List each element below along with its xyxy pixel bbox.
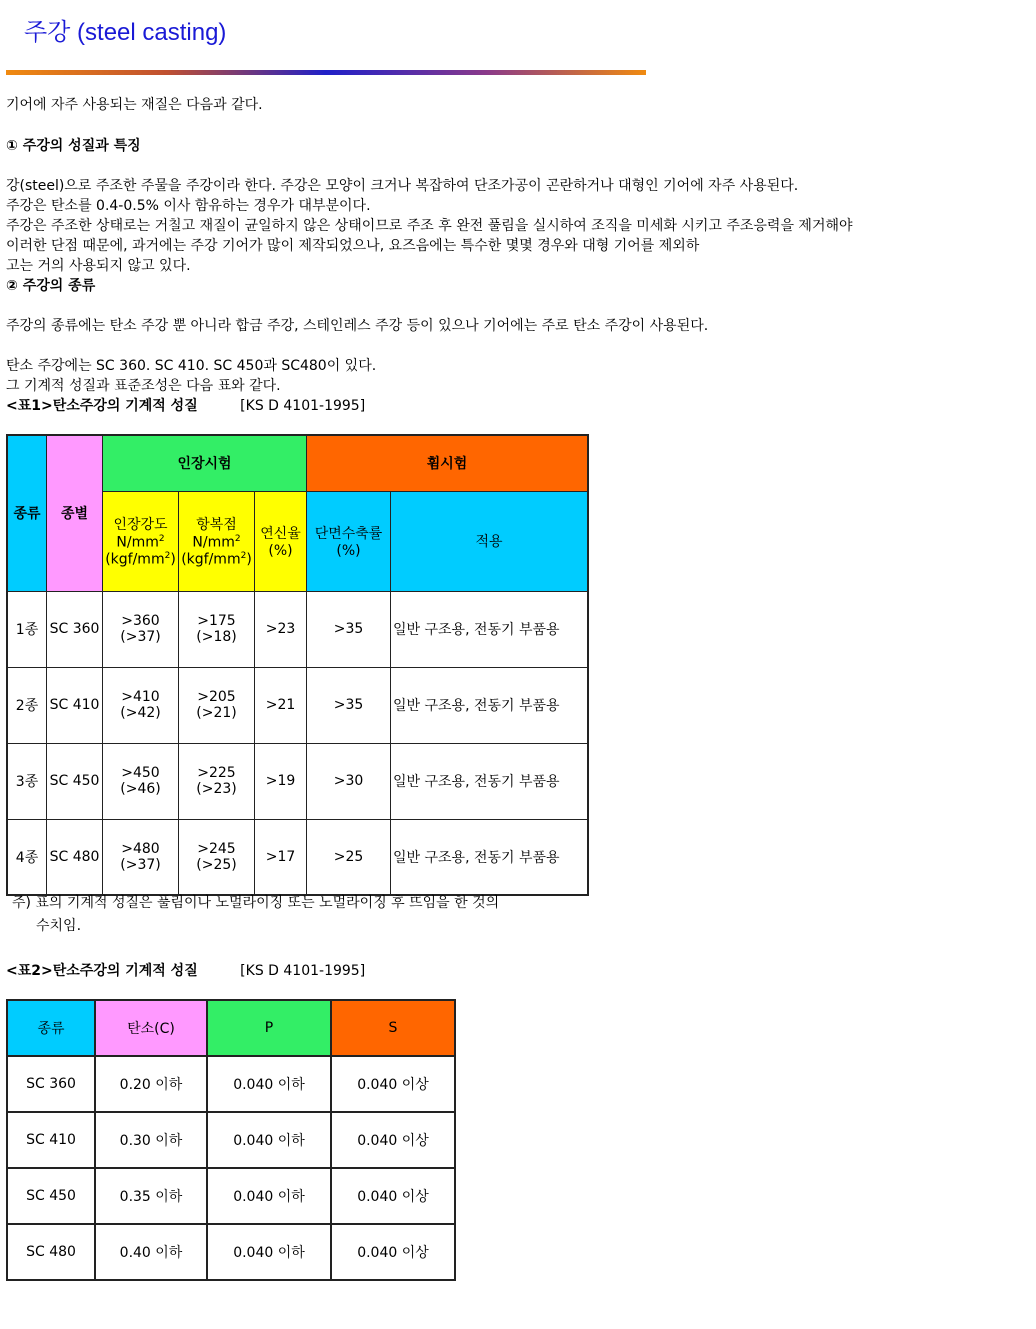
table2-caption-row <box>6 961 365 981</box>
header-tensile-strength: 인장강도 $N/mm^2$ $(kgf/mm^2)$ <box>103 491 179 591</box>
table1-footnote: 수치임. <box>36 918 82 934</box>
header-type: 종류 <box>7 435 47 591</box>
table1-standard: [KS D 4101-1995] <box>240 398 366 414</box>
section2-heading: ② 주강의 종류 <box>6 278 96 294</box>
section1-line: 주강은 주조한 상태로는 거칠고 재질이 균일하지 않은 상태이므로 주조 후 완전 풀림을 실시하여 조직을 미세화 시키고 주조응력을 제거해야 <box>6 218 853 234</box>
gradient-divider <box>6 70 646 75</box>
header-bend-test: 휨시험 <box>307 435 589 491</box>
table-row: SC 450 0.35 이하 0.040 이하 0.040 이상 <box>7 1168 455 1224</box>
header-grade: 종별 <box>47 435 103 591</box>
table2-caption: <표2>탄소주강의 기계적 성질 <box>6 963 198 979</box>
header-type: 종류 <box>7 1000 95 1056</box>
header-carbon: 탄소(C) <box>95 1000 207 1056</box>
section1-heading: ① 주강의 성질과 특징 <box>6 138 141 154</box>
header-elongation: 연신율 (%) <box>255 491 307 591</box>
table1-caption: <표1>탄소주강의 기계적 성질 <box>6 398 198 414</box>
header-reduction-of-area: 단면수축률 (%) <box>307 491 391 591</box>
table1-footnote: 주) 표의 기계적 성질은 풀림이나 노멀라이징 또는 노멀라이징 후 뜨임을 한 것의 <box>12 895 500 911</box>
table1-caption-row <box>6 396 365 416</box>
table-row: SC 360 0.20 이하 0.040 이하 0.040 이상 <box>7 1056 455 1112</box>
section1-line: 고는 거의 사용되지 않고 있다. <box>6 258 191 274</box>
header-tensile-test: 인장시험 <box>103 435 307 491</box>
table2-standard: [KS D 4101-1995] <box>240 963 366 979</box>
section2-line: 탄소 주강에는 SC 360. SC 410. SC 450과 SC480이 있다. <box>6 358 377 374</box>
section1-line: 이러한 단점 때문에, 과거에는 주강 기어가 많이 제작되었으나, 요즈음에는 특수한 몇몇 경우와 대형 기어를 제외하 <box>6 238 700 254</box>
section2-line: 주강의 종류에는 탄소 주강 뿐 아니라 합금 주강, 스테인레스 주강 등이 있으나 기어에는 주로 탄소 주강이 사용된다. <box>6 318 709 334</box>
page-title: 주강 (steel casting) <box>24 19 227 46</box>
section1-line: 강(steel)으로 주조한 주물을 주강이라 한다. 주강은 모양이 크거나 복잡하여 단조가공이 곤란하거나 대형인 기어에 자주 사용된다. <box>6 178 799 194</box>
table-row: SC 410 0.30 이하 0.040 이하 0.040 이상 <box>7 1112 455 1168</box>
intro-text: 기어에 자주 사용되는 재질은 다음과 같다. <box>6 97 263 113</box>
header-sulfur: S <box>331 1000 455 1056</box>
section2-line: 그 기계적 성질과 표준조성은 다음 표와 같다. <box>6 378 281 394</box>
table-row: 1종 SC 360 >360 (>37) >175 (>18) >23 >35 일반 구조용, 전동기 부품용 <box>7 591 588 667</box>
mechanical-properties-table <box>6 434 589 896</box>
header-application: 적용 <box>391 491 589 591</box>
table-row: 3종 SC 450 >450 (>46) >225 (>23) >19 >30 일반 구조용, 전동기 부품용 <box>7 743 588 819</box>
header-phosphorus: P <box>207 1000 331 1056</box>
chemical-composition-table <box>6 999 456 1281</box>
table-row: 4종 SC 480 >480 (>37) >245 (>25) >17 >25 일반 구조용, 전동기 부품용 <box>7 819 588 895</box>
table-row: 2종 SC 410 >410 (>42) >205 (>21) >21 >35 일반 구조용, 전동기 부품용 <box>7 667 588 743</box>
header-yield-point: 항복점 $N/mm^2$ $(kgf/mm^2)$ <box>179 491 255 591</box>
section1-line: 주강은 탄소를 0.4-0.5% 이사 함유하는 경우가 대부분이다. <box>6 198 371 214</box>
table-row: SC 480 0.40 이하 0.040 이하 0.040 이상 <box>7 1224 455 1280</box>
